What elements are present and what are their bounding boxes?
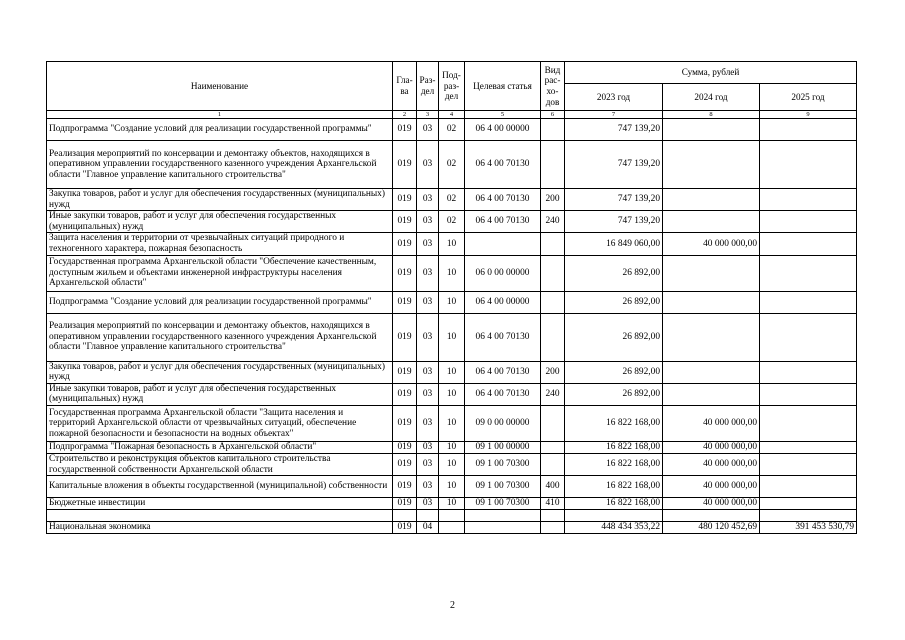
- row-vid: [541, 405, 565, 441]
- row-razdel: 03: [417, 313, 439, 361]
- row-podrazdel: 02: [439, 119, 465, 141]
- row-sum-2023: 26 892,00: [565, 383, 663, 405]
- row-target: 09 1 00 70300: [465, 476, 541, 498]
- row-sum-2024: 40 000 000,00: [663, 405, 760, 441]
- row-podrazdel: 10: [439, 498, 465, 510]
- row-sum-2025: [760, 141, 857, 189]
- row-glava: 019: [393, 291, 417, 313]
- row-sum-2024: [663, 141, 760, 189]
- row-sum-2023: 747 139,20: [565, 141, 663, 189]
- row-vid: [541, 441, 565, 453]
- row-target: 06 0 00 00000: [465, 255, 541, 291]
- row-sum-2025: [760, 453, 857, 475]
- row-sum-2025: [760, 189, 857, 211]
- row-glava: 019: [393, 453, 417, 475]
- row-razdel: 03: [417, 141, 439, 189]
- row-podrazdel: 10: [439, 405, 465, 441]
- row-target: 06 4 00 70130: [465, 313, 541, 361]
- row-sum-2025: [760, 510, 857, 522]
- row-vid: [541, 233, 565, 255]
- row-name: Бюджетные инвестиции: [47, 498, 393, 510]
- row-sum-2024: [663, 510, 760, 522]
- table-row: [47, 441, 857, 453]
- row-name: Реализация мероприятий по консервации и демонтажу объектов, находящихся в оперативном управлении государственного казенного учреждения Архангельской области "Главное управление капитального строительства": [47, 313, 393, 361]
- row-sum-2023: 16 822 168,00: [565, 441, 663, 453]
- row-target: 06 4 00 70130: [465, 141, 541, 189]
- row-sum-2025: 391 453 530,79: [760, 522, 857, 534]
- row-podrazdel: 02: [439, 189, 465, 211]
- row-name: Строительство и реконструкция объектов капитального строительства государственной собственности Архангельской области: [47, 453, 393, 475]
- row-sum-2025: [760, 313, 857, 361]
- row-razdel: 03: [417, 211, 439, 233]
- row-sum-2023: 26 892,00: [565, 255, 663, 291]
- row-sum-2024: 40 000 000,00: [663, 453, 760, 475]
- header-podrazdel: Под-раз-дел: [439, 62, 465, 111]
- row-sum-2023: 16 822 168,00: [565, 453, 663, 475]
- row-razdel: 03: [417, 405, 439, 441]
- row-glava: 019: [393, 441, 417, 453]
- row-name: Подпрограмма "Пожарная безопасность в Архангельской области": [47, 441, 393, 453]
- row-sum-2025: [760, 361, 857, 383]
- row-sum-2023: 16 849 060,00: [565, 233, 663, 255]
- row-razdel: 03: [417, 255, 439, 291]
- row-target: 06 4 00 00000: [465, 119, 541, 141]
- table-row: [47, 119, 857, 141]
- table-row: [47, 453, 857, 475]
- row-name: Капитальные вложения в объекты государственной (муниципальной) собственности: [47, 476, 393, 498]
- column-number: 1: [47, 111, 393, 119]
- row-glava: 019: [393, 405, 417, 441]
- row-razdel: 03: [417, 476, 439, 498]
- row-vid: [541, 522, 565, 534]
- table-row: [47, 498, 857, 510]
- header-target: Целевая статья: [465, 62, 541, 111]
- header-name: Наименование: [47, 62, 393, 111]
- row-sum-2025: [760, 441, 857, 453]
- row-vid: [541, 119, 565, 141]
- row-name: Защита населения и территории от чрезвычайных ситуаций природного и техногенного характера, пожарная безопасность: [47, 233, 393, 255]
- row-target: [465, 510, 541, 522]
- header-2025: 2025 год: [760, 84, 857, 111]
- row-glava: 019: [393, 361, 417, 383]
- header-razdel: Раз-дел: [417, 62, 439, 111]
- column-number: 7: [565, 111, 663, 119]
- row-vid: [541, 313, 565, 361]
- page-number: 2: [450, 600, 455, 611]
- table-row: [47, 233, 857, 255]
- table-row: [47, 313, 857, 361]
- row-sum-2024: 480 120 452,69: [663, 522, 760, 534]
- row-sum-2023: 747 139,20: [565, 189, 663, 211]
- row-target: 09 1 00 70300: [465, 498, 541, 510]
- table-row: [47, 405, 857, 441]
- row-sum-2024: [663, 211, 760, 233]
- header-glava: Гла-ва: [393, 62, 417, 111]
- row-podrazdel: 10: [439, 441, 465, 453]
- row-razdel: 03: [417, 441, 439, 453]
- row-razdel: 03: [417, 361, 439, 383]
- row-glava: 019: [393, 522, 417, 534]
- row-podrazdel: 10: [439, 476, 465, 498]
- row-glava: 019: [393, 383, 417, 405]
- table-row: [47, 255, 857, 291]
- table-row: [47, 522, 857, 534]
- column-number: 5: [465, 111, 541, 119]
- row-glava: [393, 510, 417, 522]
- row-razdel: 03: [417, 119, 439, 141]
- budget-table-page: [46, 61, 856, 534]
- row-podrazdel: 02: [439, 141, 465, 189]
- row-sum-2024: [663, 361, 760, 383]
- row-sum-2025: [760, 291, 857, 313]
- column-number: 6: [541, 111, 565, 119]
- row-sum-2023: 16 822 168,00: [565, 405, 663, 441]
- table-row: [47, 141, 857, 189]
- row-sum-2024: [663, 189, 760, 211]
- table-row: [47, 291, 857, 313]
- row-target: 06 4 00 70130: [465, 383, 541, 405]
- row-razdel: 03: [417, 233, 439, 255]
- row-razdel: 03: [417, 383, 439, 405]
- table-row: [47, 476, 857, 498]
- row-sum-2024: 40 000 000,00: [663, 476, 760, 498]
- row-glava: 019: [393, 476, 417, 498]
- column-number: 2: [393, 111, 417, 119]
- row-glava: 019: [393, 119, 417, 141]
- row-glava: 019: [393, 233, 417, 255]
- row-sum-2025: [760, 255, 857, 291]
- row-target: 09 1 00 70300: [465, 453, 541, 475]
- row-target: 06 4 00 00000: [465, 291, 541, 313]
- row-name: Подпрограмма "Создание условий для реализации государственной программы": [47, 119, 393, 141]
- row-razdel: 03: [417, 498, 439, 510]
- row-glava: 019: [393, 211, 417, 233]
- row-podrazdel: [439, 522, 465, 534]
- row-podrazdel: 10: [439, 453, 465, 475]
- row-glava: 019: [393, 141, 417, 189]
- row-podrazdel: 10: [439, 291, 465, 313]
- header-2023: 2023 год: [565, 84, 663, 111]
- row-glava: 019: [393, 313, 417, 361]
- table-row: [47, 361, 857, 383]
- row-sum-2024: [663, 383, 760, 405]
- row-target: [465, 233, 541, 255]
- row-target: 09 1 00 00000: [465, 441, 541, 453]
- row-podrazdel: 10: [439, 233, 465, 255]
- row-sum-2025: [760, 211, 857, 233]
- row-name: Подпрограмма "Создание условий для реализации государственной программы": [47, 291, 393, 313]
- row-sum-2023: 747 139,20: [565, 119, 663, 141]
- row-name: Государственная программа Архангельской области "Защита населения и территорий Архангельской области от чрезвычайных ситуаций, обеспечение пожарной безопасности и безопасности на водных объектах": [47, 405, 393, 441]
- row-vid: [541, 255, 565, 291]
- row-name: [47, 510, 393, 522]
- row-name: Закупка товаров, работ и услуг для обеспечения государственных (муниципальных) нужд: [47, 189, 393, 211]
- row-razdel: 03: [417, 291, 439, 313]
- row-glava: 019: [393, 498, 417, 510]
- row-podrazdel: [439, 510, 465, 522]
- column-number: 8: [663, 111, 760, 119]
- row-sum-2023: 448 434 353,22: [565, 522, 663, 534]
- row-name: Закупка товаров, работ и услуг для обеспечения государственных (муниципальных) нужд: [47, 361, 393, 383]
- row-sum-2025: [760, 119, 857, 141]
- table-row: [47, 189, 857, 211]
- row-podrazdel: 10: [439, 383, 465, 405]
- row-vid: 400: [541, 476, 565, 498]
- table-row: [47, 211, 857, 233]
- row-sum-2024: 40 000 000,00: [663, 498, 760, 510]
- row-vid: [541, 510, 565, 522]
- row-sum-2023: 16 822 168,00: [565, 476, 663, 498]
- row-glava: 019: [393, 189, 417, 211]
- row-target: 09 0 00 00000: [465, 405, 541, 441]
- row-name: Иные закупки товаров, работ и услуг для обеспечения государственных (муниципальных) нужд: [47, 211, 393, 233]
- row-sum-2024: [663, 313, 760, 361]
- row-name: Национальная экономика: [47, 522, 393, 534]
- row-vid: [541, 141, 565, 189]
- row-razdel: [417, 510, 439, 522]
- column-number: 9: [760, 111, 857, 119]
- row-razdel: 04: [417, 522, 439, 534]
- row-vid: 200: [541, 189, 565, 211]
- row-sum-2025: [760, 498, 857, 510]
- row-sum-2024: 40 000 000,00: [663, 233, 760, 255]
- table-row: [47, 510, 857, 522]
- row-sum-2023: 26 892,00: [565, 313, 663, 361]
- row-sum-2025: [760, 233, 857, 255]
- row-target: 06 4 00 70130: [465, 211, 541, 233]
- row-sum-2023: 747 139,20: [565, 211, 663, 233]
- row-target: 06 4 00 70130: [465, 189, 541, 211]
- budget-table: [46, 61, 857, 534]
- row-podrazdel: 10: [439, 255, 465, 291]
- row-target: [465, 522, 541, 534]
- row-sum-2025: [760, 476, 857, 498]
- row-name: Реализация мероприятий по консервации и демонтажу объектов, находящихся в оперативном управлении государственного казенного учреждения Архангельской области "Главное управление капитального строительства": [47, 141, 393, 189]
- row-sum-2025: [760, 405, 857, 441]
- column-number: 4: [439, 111, 465, 119]
- column-number: 3: [417, 111, 439, 119]
- row-vid: 240: [541, 383, 565, 405]
- row-target: 06 4 00 70130: [465, 361, 541, 383]
- row-glava: 019: [393, 255, 417, 291]
- row-sum-2024: [663, 255, 760, 291]
- row-vid: [541, 291, 565, 313]
- table-row: [47, 383, 857, 405]
- row-vid: 200: [541, 361, 565, 383]
- row-sum-2023: 26 892,00: [565, 361, 663, 383]
- row-podrazdel: 10: [439, 361, 465, 383]
- header-2024: 2024 год: [663, 84, 760, 111]
- row-podrazdel: 10: [439, 313, 465, 361]
- column-number-row: [47, 111, 857, 119]
- row-sum-2023: 26 892,00: [565, 291, 663, 313]
- row-name: Иные закупки товаров, работ и услуг для обеспечения государственных (муниципальных) нужд: [47, 383, 393, 405]
- row-vid: [541, 453, 565, 475]
- row-vid: 240: [541, 211, 565, 233]
- header-vid: Вид рас-хо-дов: [541, 62, 565, 111]
- row-sum-2023: 16 822 168,00: [565, 498, 663, 510]
- row-name: Государственная программа Архангельской области "Обеспечение качественным, доступным жильем и объектами инженерной инфраструктуры населения Архангельской области": [47, 255, 393, 291]
- row-sum-2024: [663, 291, 760, 313]
- header-sum: Сумма, рублей: [565, 62, 857, 84]
- row-sum-2024: 40 000 000,00: [663, 441, 760, 453]
- row-podrazdel: 02: [439, 211, 465, 233]
- row-razdel: 03: [417, 453, 439, 475]
- row-sum-2025: [760, 383, 857, 405]
- row-sum-2024: [663, 119, 760, 141]
- row-vid: 410: [541, 498, 565, 510]
- row-sum-2023: [565, 510, 663, 522]
- row-razdel: 03: [417, 189, 439, 211]
